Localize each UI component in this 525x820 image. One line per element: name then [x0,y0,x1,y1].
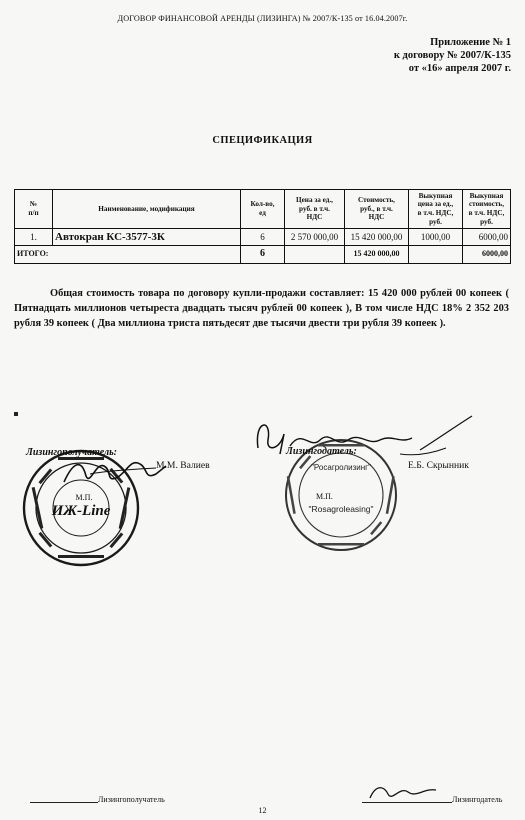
total-cost: 15 420 000,00 [345,246,409,264]
total-buyout-total: 6000,00 [463,246,511,264]
lessor-mp: М.П. [316,492,333,501]
header-buyout-unit: Выкупная цена за ед., в т.ч. НДС, руб. [409,190,463,229]
summary-paragraph: Общая стоимость товара по договору купли-продажи составляет: 15 420 000 рублей 00 копеек ( Пятнадцать миллионов четыреста двадцать тысяч рублей 00 копеек ), В том числе НДС 18% 2 352 203 рубля 39 копеек ( Два миллиона триста пятьдесят две тысячи двести три рубля 39 копеек ). [14,288,509,329]
lessee-stamp-logo: ИЖ-Line [51,503,111,519]
header-qty: Кол-во, ед [241,190,285,229]
lessee-label: Лизингополучатель: [26,447,117,458]
lessor-stamp-text-2: "Rosagroleasing" [308,504,374,514]
footer-lessor-label: Лизингодатель [452,795,503,804]
cell-price: 2 570 000,00 [285,229,345,246]
appendix-block [311,36,511,75]
header-name: Наименование, модификация [53,190,241,229]
lessor-label: Лизингодатель: [286,446,357,457]
appendix-line-1: Приложение № 1 [430,37,511,48]
cell-buyout-unit: 1000,00 [409,229,463,246]
footer-lessee-label: Лизингополучатель [98,795,165,804]
cell-cost: 15 420 000,00 [345,229,409,246]
footer-lessor-signature [366,780,442,804]
lessor-name: Е.Б. Скрынник [408,460,469,471]
cell-buyout-total: 6000,00 [463,229,511,246]
page-title: СПЕЦИФИКАЦИЯ [212,135,313,146]
appendix-line-3: от «16» апреля 2007 г. [408,63,511,74]
specification-table [14,189,511,264]
lessee-stamp-mp: М.П. [75,493,93,502]
cell-qty: 6 [241,229,285,246]
lessee-name: М.М. Валиев [156,460,210,471]
appendix-line-2: к договору № 2007/К-135 [393,50,511,61]
header-buyout-total: Выкупная стоимость, в т.ч. НДС, руб. [463,190,511,229]
page-number: 12 [258,806,267,815]
header-price: Цена за ед., руб. в т.ч. НДС [285,190,345,229]
cell-name: Автокран КС-3577-3К [53,229,241,246]
footer-lessee-line [30,802,98,803]
header-cost: Стоимость, руб., в т.ч. НДС [345,190,409,229]
footer-lessor-line [362,802,452,803]
total-label: ИТОГО: [15,246,241,264]
table-row [15,229,511,246]
table-total-row [15,246,511,264]
cell-num: 1. [15,229,53,246]
margin-mark [14,412,18,416]
total-qty: 6 [241,246,285,264]
table-header-row [15,190,511,229]
header-num: № п/п [15,190,53,229]
contract-header: ДОГОВОР ФИНАНСОВОЙ АРЕНДЫ (ЛИЗИНГА) № 2007/К-135 от 16.04.2007г. [117,14,408,23]
total-price-empty [285,246,345,264]
total-buyout-unit-empty [409,246,463,264]
lessor-stamp-text-1: "Росагролизинг" [311,463,371,472]
